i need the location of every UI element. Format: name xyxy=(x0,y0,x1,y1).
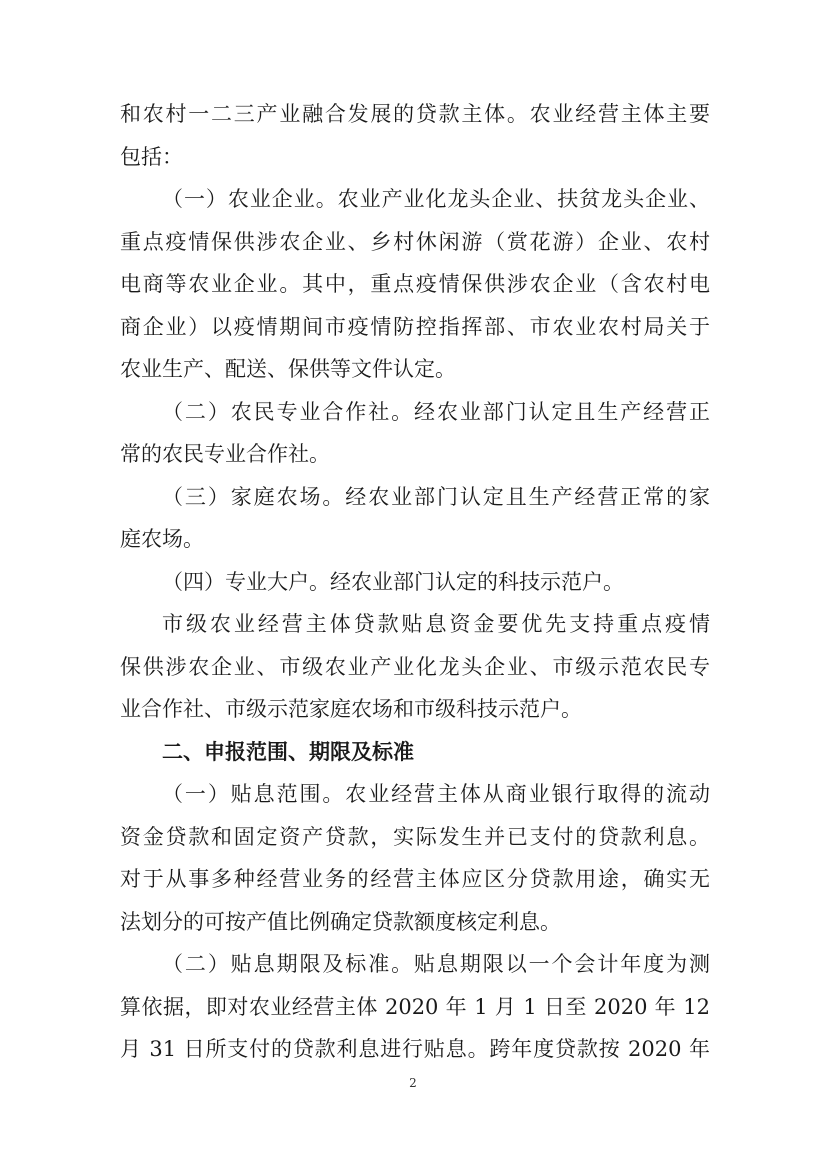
section-heading: 二、申报范围、期限及标准 xyxy=(162,739,414,764)
text-line: （二）农民专业合作社。经农业部门认定且生产经营正 xyxy=(162,399,710,424)
page-number: 2 xyxy=(409,1076,417,1090)
text-line: （四）专业大户。经农业部门认定的科技示范户。 xyxy=(162,569,624,594)
text-line: 业合作社、市级示范家庭农场和市级科技示范户。 xyxy=(120,697,582,721)
text-line: 电商等农业企业。其中，重点疫情保供涉农企业（含农村电 xyxy=(120,272,710,296)
text-line: （一）农业企业。农业产业化龙头企业、扶贫龙头企业、 xyxy=(162,187,710,211)
text-line: 算依据，即对农业经营主体 2020 年 1 月 1 日至 2020 年 12 xyxy=(120,994,710,1019)
text-line: 包括： xyxy=(120,144,183,169)
text-line: （一）贴息范围。农业经营主体从商业银行取得的流动 xyxy=(162,782,710,806)
text-line: 和农村一二三产业融合发展的贷款主体。农业经营主体主要 xyxy=(120,102,710,126)
text-line: 重点疫情保供涉农企业、乡村休闲游（赏花游）企业、农村 xyxy=(120,229,710,254)
text-line: 保供涉农企业、市级农业产业化龙头企业、市级示范农民专 xyxy=(120,654,710,679)
text-line: 市级农业经营主体贷款贴息资金要优先支持重点疫情 xyxy=(162,612,710,636)
text-line: （二）贴息期限及标准。贴息期限以一个会计年度为测 xyxy=(162,952,710,976)
text-line: 法划分的可按产值比例确定贷款额度核定利息。 xyxy=(120,909,561,934)
text-line: 对于从事多种经营业务的经营主体应区分贷款用途，确实无 xyxy=(120,867,710,891)
text-line: 商企业）以疫情期间市疫情防控指挥部、市农业农村局关于 xyxy=(120,314,710,339)
text-line: （三）家庭农场。经农业部门认定且生产经营正常的家 xyxy=(162,484,710,509)
text-line: 常的农民专业合作社。 xyxy=(120,442,330,466)
text-line: 农业生产、配送、保供等文件认定。 xyxy=(120,357,456,381)
document-body xyxy=(120,93,710,1071)
text-line: 月 31 日所支付的贷款利息进行贴息。跨年度贷款按 2020 年 xyxy=(120,1037,710,1061)
text-line: 庭农场。 xyxy=(120,527,204,551)
text-line: 资金贷款和固定资产贷款，实际发生并已支付的贷款利息。 xyxy=(120,824,710,849)
